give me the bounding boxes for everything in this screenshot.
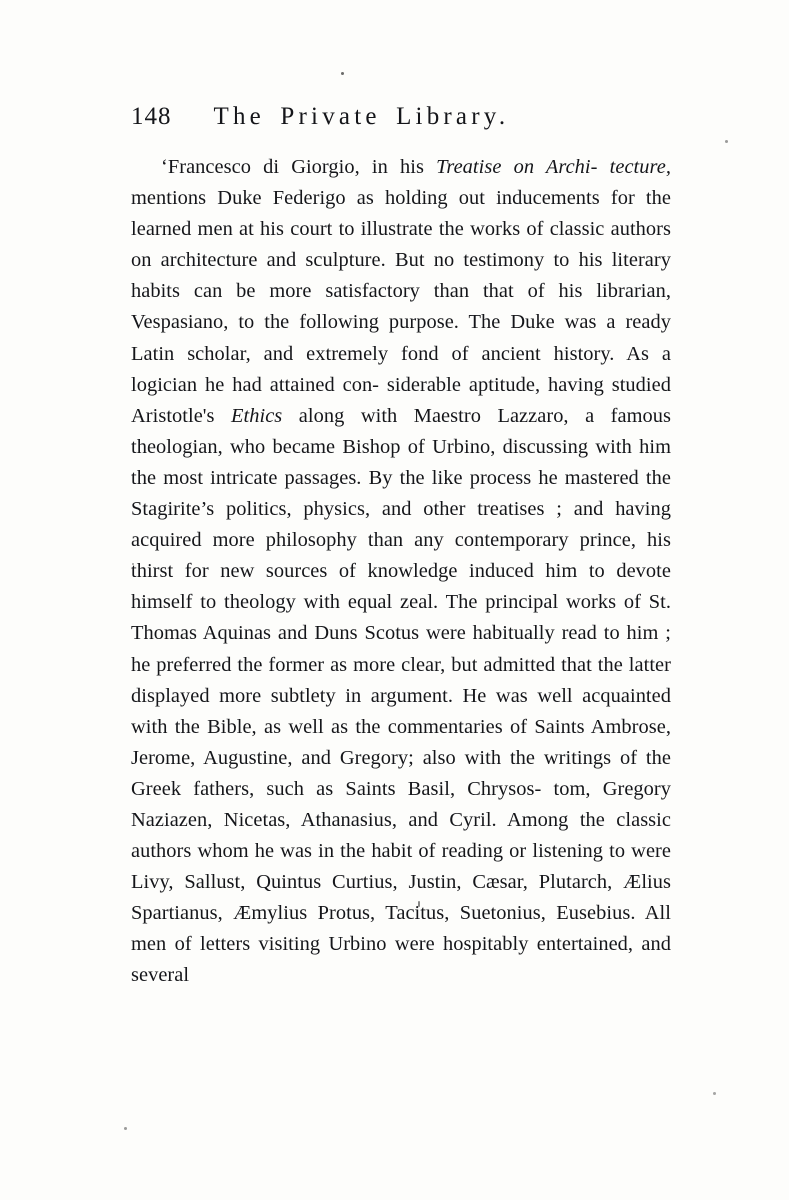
page-number: 148 [131, 103, 172, 130]
page-header [131, 103, 671, 131]
running-title: The Private Library. [213, 103, 510, 130]
ink-speck-icon [725, 140, 728, 143]
page-body [131, 152, 671, 992]
ink-speck-icon [341, 72, 344, 75]
body-paragraph: ‘Francesco di Giorgio, in his Treatise on Archi- tecture, mentions Duke Federigo as holding out inducements for the learned men at his court to illustrate the works of classic authors on architecture and sculpture. But no testimony to his literary habits can be more satisfactory than that of his librarian, Vespasiano, to the following purpose. The Duke was a ready Latin scholar, and extremely fond of ancient history. As a logician he had attained con- siderable aptitude, having studied Aristotle's Ethics along with Maestro Lazzaro, a famous theologian, who became Bishop of Urbino, discussing with him the most intricate passages. By the like process he mastered the Stagirite’s politics, physics, and other treatises ; and having acquired more philosophy than any contemporary prince, his thirst for new sources of knowledge induced him to devote himself to theology with equal zeal. The principal works of St. Thomas Aquinas and Duns Scotus were habitually read to him ; he preferred the former as more clear, but admitted that the latter displayed more subtlety in argument. He was well acquainted with the Bible, as well as the commentaries of Saints Ambrose, Jerome, Augustine, and Gregory; also with the writings of the Greek fathers, such as Saints Basil, Chrysos- tom, Gregory Naziazen, Nicetas, Athanasius, and Cyril. Among the classic authors whom he was in the habit of reading or listening to were Livy, Sallust, Quintus Curtius, Justin, Cæsar, Plutarch, Ælius Spartianus, Æmylius Protus, Tacitus, Suetonius, Eusebius. All men of letters visiting Urbino were hospitably entertained, and several [131, 156, 671, 987]
ink-speck-icon [713, 1092, 716, 1095]
ink-speck-icon [124, 1127, 127, 1130]
